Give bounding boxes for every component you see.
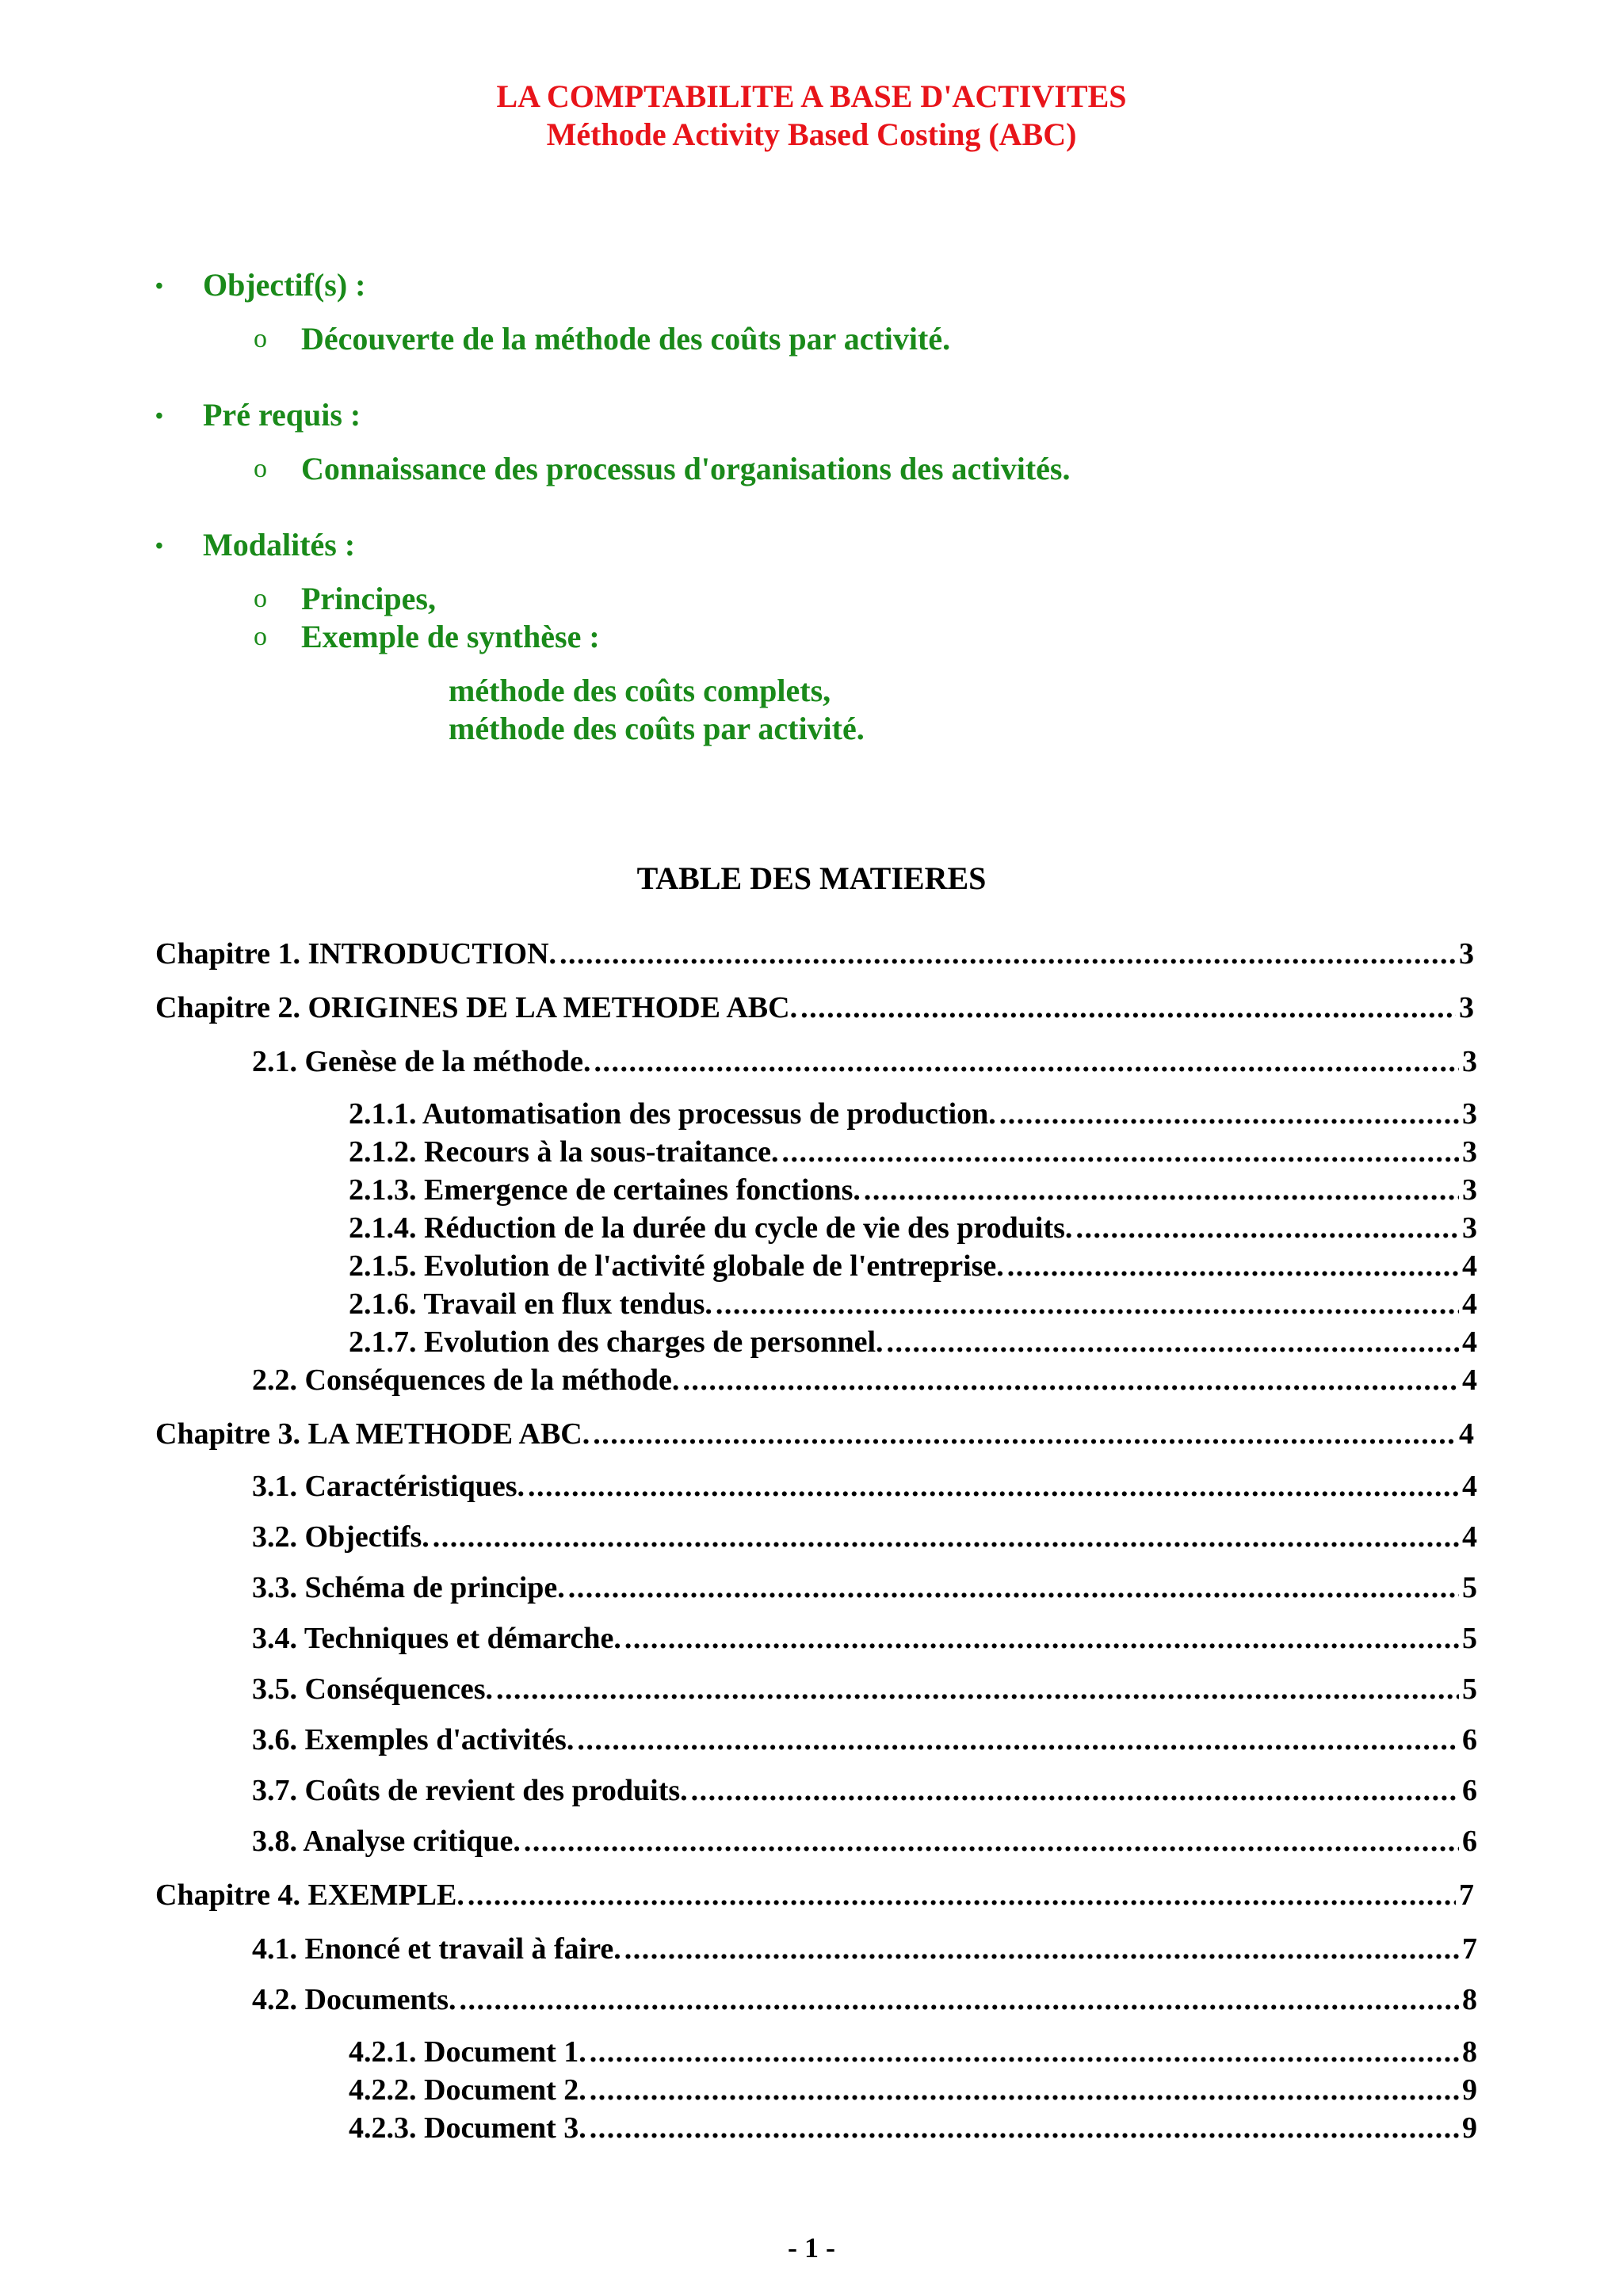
toc-page-number: 7 [1462, 1932, 1477, 1966]
toc-entry[interactable] [349, 1285, 1477, 1323]
toc-entry-label: 3.4. Techniques et démarche. [252, 1622, 621, 1655]
toc-page-number: 3 [1459, 937, 1474, 971]
modalites-item: Principes, [301, 581, 436, 616]
toc-leader-dots [528, 1467, 1459, 1505]
toc-leader-dots [887, 1323, 1459, 1361]
document-subtitle: Méthode Activity Based Costing (ABC) [546, 116, 1077, 152]
toc-leader-dots [594, 1043, 1459, 1081]
prerequis-item: Connaissance des processus d'organisations des activités. [301, 451, 1071, 486]
toc-entry-label: 3.1. Caractéristiques. [252, 1470, 525, 1503]
toc-entry-label: 3.3. Schéma de principe. [252, 1571, 565, 1604]
toc-leader-dots [590, 2109, 1459, 2147]
toc-entry-label: 2.1.2. Recours à la sous-traitance. [349, 1135, 779, 1169]
toc-entry-label: 4.2.3. Document 3. [349, 2111, 586, 2145]
toc-leader-dots [559, 935, 1456, 973]
toc-entry-label: 2.2. Conséquences de la méthode. [252, 1363, 680, 1397]
toc-entry[interactable] [349, 1133, 1477, 1171]
toc-page-number: 3 [1462, 1045, 1477, 1078]
document-title: LA COMPTABILITE A BASE D'ACTIVITES [496, 78, 1127, 114]
toc-entry[interactable] [155, 1415, 1474, 1453]
toc-page-number: 7 [1459, 1878, 1474, 1912]
toc-page-number: 3 [1462, 1173, 1477, 1207]
toc-entry-label: 4.2.2. Document 2. [349, 2073, 586, 2107]
toc-page-number: 5 [1462, 1622, 1477, 1655]
modalites-label: Modalités : [203, 527, 356, 563]
toc-entry-label: 3.8. Analyse critique. [252, 1825, 521, 1858]
toc-entry-label: 4.1. Enoncé et travail à faire. [252, 1932, 621, 1966]
toc-heading: TABLE DES MATIERES [636, 860, 987, 896]
toc-leader-dots [577, 1721, 1459, 1759]
toc-entry-label: Chapitre 1. INTRODUCTION. [155, 937, 557, 971]
toc-page-number: 3 [1462, 1211, 1477, 1245]
toc-entry-label: 2.1.6. Travail en flux tendus. [349, 1287, 712, 1321]
toc-page-number: 8 [1462, 1983, 1477, 2016]
toc-leader-dots [1075, 1209, 1459, 1247]
toc-entry[interactable] [252, 1721, 1477, 1759]
toc-entry[interactable] [349, 1247, 1477, 1285]
toc-page-number: 3 [1462, 1135, 1477, 1169]
toc-entry-label: 2.1. Genèse de la méthode. [252, 1045, 591, 1078]
toc-entry-label: 2.1.5. Evolution de l'activité globale de l'entreprise. [349, 1249, 1004, 1283]
toc-page-number: 9 [1462, 2111, 1477, 2145]
toc-entry-label: 4.2. Documents. [252, 1983, 456, 2016]
toc-entry-label: 3.5. Conséquences. [252, 1672, 494, 1706]
toc-leader-dots [590, 2033, 1459, 2071]
toc-entry[interactable] [349, 2033, 1477, 2071]
toc-entry[interactable] [252, 1930, 1477, 1968]
objectif-label: Objectif(s) : [203, 267, 366, 303]
toc-entry[interactable] [155, 989, 1474, 1027]
bullet-icon: • [155, 404, 163, 429]
toc-leader-dots [716, 1285, 1459, 1323]
toc-page-number: 4 [1459, 1417, 1474, 1451]
toc-entry[interactable] [252, 1043, 1477, 1081]
toc-leader-dots [496, 1670, 1459, 1708]
toc-entry[interactable] [349, 1171, 1477, 1209]
toc-entry[interactable] [252, 1981, 1477, 2019]
toc-leader-dots [691, 1772, 1459, 1810]
toc-leader-dots [999, 1095, 1459, 1133]
toc-page-number: 4 [1462, 1363, 1477, 1397]
toc-page-number: 4 [1462, 1520, 1477, 1554]
toc-entry-label: 3.7. Coûts de revient des produits. [252, 1774, 688, 1807]
prerequis-label: Pré requis : [203, 397, 361, 433]
bullet-icon: • [155, 534, 163, 559]
toc-page-number: 6 [1462, 1774, 1477, 1807]
toc-leader-dots [460, 1981, 1459, 2019]
toc-entry[interactable] [155, 935, 1474, 973]
toc-page-number: 6 [1462, 1723, 1477, 1756]
toc-leader-dots [781, 1133, 1459, 1171]
sub-bullet-icon: o [254, 622, 267, 651]
toc-entry-label: 4.2.1. Document 1. [349, 2035, 586, 2069]
toc-entry[interactable] [349, 1095, 1477, 1133]
synthese-item: méthode des coûts par activité. [449, 711, 865, 746]
toc-entry[interactable] [349, 1323, 1477, 1361]
toc-entry[interactable] [349, 2109, 1477, 2147]
toc-leader-dots [524, 1822, 1459, 1860]
toc-page-number: 4 [1462, 1287, 1477, 1321]
toc-entry[interactable] [252, 1670, 1477, 1708]
toc-entry-label: 3.2. Objectifs. [252, 1520, 430, 1554]
toc-page-number: 4 [1462, 1470, 1477, 1503]
toc-entry[interactable] [252, 1361, 1477, 1399]
toc-page-number: 5 [1462, 1571, 1477, 1604]
toc-page-number: 4 [1462, 1249, 1477, 1283]
toc-entry-label: 2.1.1. Automatisation des processus de production. [349, 1097, 996, 1131]
sub-bullet-icon: o [254, 584, 267, 613]
toc-entry[interactable] [349, 2071, 1477, 2109]
toc-leader-dots [468, 1876, 1456, 1914]
page-number: - 1 - [788, 2232, 835, 2264]
toc-entry[interactable] [155, 1876, 1474, 1914]
toc-leader-dots [593, 1415, 1456, 1453]
toc-entry-label: 3.6. Exemples d'activités. [252, 1723, 575, 1756]
toc-leader-dots [433, 1518, 1459, 1556]
toc-page-number: 4 [1462, 1325, 1477, 1359]
objectif-item: Découverte de la méthode des coûts par activité. [301, 321, 951, 357]
toc-entry[interactable] [252, 1467, 1477, 1505]
toc-entry-label: 2.1.4. Réduction de la durée du cycle de vie des produits. [349, 1211, 1073, 1245]
toc-leader-dots [590, 2071, 1459, 2109]
toc-page-number: 3 [1459, 991, 1474, 1024]
toc-entry-label: Chapitre 3. LA METHODE ABC. [155, 1417, 590, 1451]
toc-page-number: 6 [1462, 1825, 1477, 1858]
toc-leader-dots [624, 1619, 1459, 1657]
toc-leader-dots [864, 1171, 1459, 1209]
toc-entry[interactable] [349, 1209, 1477, 1247]
toc-page-number: 5 [1462, 1672, 1477, 1706]
toc-entry[interactable] [252, 1619, 1477, 1657]
modalites-item: Exemple de synthèse : [301, 619, 600, 654]
bullet-icon: • [155, 274, 163, 299]
toc-entry-label: 2.1.3. Emergence de certaines fonctions. [349, 1173, 861, 1207]
toc-page-number: 9 [1462, 2073, 1477, 2107]
toc-leader-dots [568, 1569, 1459, 1607]
toc-entry-label: Chapitre 2. ORIGINES DE LA METHODE ABC. [155, 991, 798, 1024]
toc-entry[interactable] [252, 1518, 1477, 1556]
sub-bullet-icon: o [254, 324, 267, 353]
toc-entry[interactable] [252, 1569, 1477, 1607]
toc-leader-dots [682, 1361, 1459, 1399]
synthese-item: méthode des coûts complets, [449, 673, 831, 708]
toc-leader-dots [1007, 1247, 1459, 1285]
toc-entry-label: Chapitre 4. EXEMPLE. [155, 1878, 464, 1912]
toc-entry[interactable] [252, 1822, 1477, 1860]
toc-leader-dots [800, 989, 1456, 1027]
toc-entry[interactable] [252, 1772, 1477, 1810]
toc-page-number: 3 [1462, 1097, 1477, 1131]
toc-entry-label: 2.1.7. Evolution des charges de personnel. [349, 1325, 884, 1359]
toc-leader-dots [624, 1930, 1459, 1968]
toc-page-number: 8 [1462, 2035, 1477, 2069]
sub-bullet-icon: o [254, 454, 267, 483]
